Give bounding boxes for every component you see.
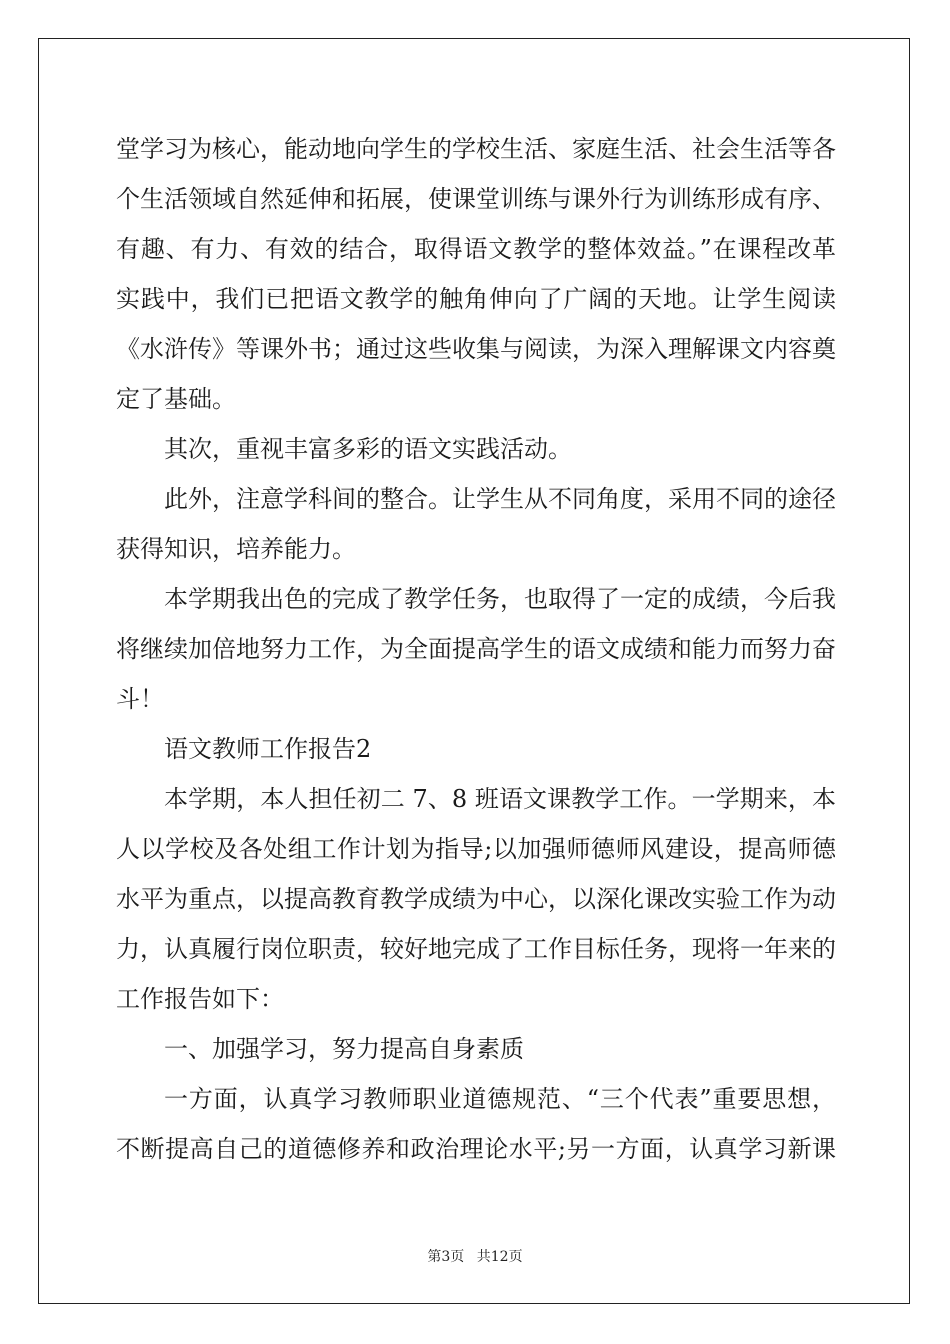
document-body [116,124,836,1174]
section-heading: 语文教师工作报告2 [164,735,372,763]
text-line: 《水浒传》等课外书；通过这些收集与阅读，为深入理解课文内容奠 [116,335,836,363]
subsection-heading: 一、加强学习，努力提高自身素质 [164,1035,524,1063]
text-line: 人以学校及各处组工作计划为指导;以加强师德师风建设，提高师德 [116,835,836,863]
text-line: 斗！ [116,685,164,713]
text-line: 有趣、有力、有效的结合，取得语文教学的整体效益。”在课程改革 [116,235,836,263]
text-line: 个生活领域自然延伸和拓展，使课堂训练与课外行为训练形成有序、 [116,185,836,213]
page-number: 第3页 [427,1249,465,1265]
text-line: 力，认真履行岗位职责，较好地完成了工作目标任务，现将一年来的 [116,935,836,963]
page-footer [0,1246,950,1266]
page-total: 共12页 [476,1249,523,1265]
text-line: 水平为重点，以提高教育教学成绩为中心，以深化课改实验工作为动 [116,885,836,913]
paragraph-line: 此外，注意学科间的整合。让学生从不同角度，采用不同的途径 [164,485,836,513]
paragraph-line: 本学期，本人担任初二 7、8 班语文课教学工作。一学期来，本 [164,785,836,813]
text-line: 工作报告如下： [116,985,284,1013]
paragraph-line: 一方面，认真学习教师职业道德规范、“三个代表”重要思想， [164,1085,836,1113]
text-line: 将继续加倍地努力工作，为全面提高学生的语文成绩和能力而努力奋 [116,635,836,663]
text-line: 堂学习为核心，能动地向学生的学校生活、家庭生活、社会生活等各 [116,135,836,163]
text-line: 定了基础。 [116,385,236,413]
text-line: 不断提高自己的道德修养和政治理论水平;另一方面，认真学习新课 [116,1135,836,1163]
text-line: 实践中，我们已把语文教学的触角伸向了广阔的天地。让学生阅读 [116,285,836,313]
text-line: 获得知识，培养能力。 [116,535,356,563]
paragraph-line: 本学期我出色的完成了教学任务，也取得了一定的成绩，今后我 [164,585,836,613]
paragraph-line: 其次，重视丰富多彩的语文实践活动。 [164,435,572,463]
